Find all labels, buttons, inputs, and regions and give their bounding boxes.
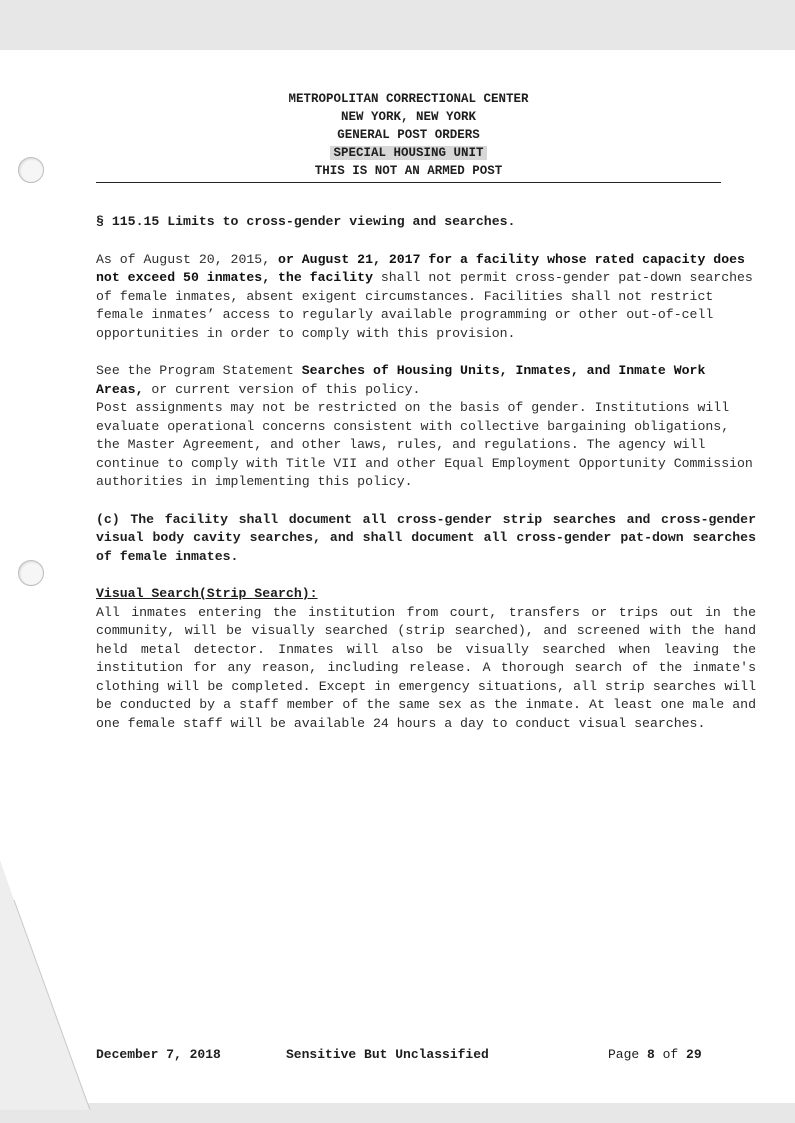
- header-unit-highlight: SPECIAL HOUSING UNIT: [330, 146, 486, 160]
- scan-bottom-band: [0, 1103, 795, 1123]
- header-facility: METROPOLITAN CORRECTIONAL CENTER: [288, 92, 529, 106]
- document-body: [96, 213, 756, 733]
- binder-hole-top: [18, 157, 44, 183]
- para-a-text-1: As of August 20, 2015,: [96, 251, 279, 267]
- paragraph-program-statement: [96, 362, 756, 399]
- header-location: NEW YORK, NEW YORK: [340, 110, 477, 124]
- page-label: Page: [608, 1047, 648, 1062]
- program-statement-title: Searches of Housing Units, Inmates, and Inmate Work Areas,: [96, 363, 706, 397]
- visual-search-heading: Visual Search(Strip Search):: [96, 586, 318, 601]
- header-post-status: THIS IS NOT AN ARMED POST: [314, 164, 503, 178]
- section-title: § 115.15 Limits to cross-gender viewing and searches.: [96, 214, 516, 229]
- footer-date: December 7, 2018: [96, 1047, 221, 1062]
- scan-page-fold-shadow: [0, 860, 90, 1110]
- header-unit: [96, 144, 721, 162]
- paragraph-visual-search: All inmates entering the institution from court, transfers or trips out in the community, will be visually searched (strip searched), and screened with the hand held metal detector. Inmates will also be visually searched when leaving the institution for any reason, including release. A thorough search of the inmate's clothing will be completed. Except in emergency situations, all strip searches will be conducted by a staff member of the same sex as the inmate. At least one male and one female staff will be available 24 hours a day to conduct visual searches.: [96, 604, 756, 731]
- header-divider: [96, 182, 721, 183]
- paragraph-post-assignments: Post assignments may not be restricted on the basis of gender. Institutions will evaluate operational concerns consistent with collective bargaining obligations, the Master Agreement, and other laws, rules, and regulations. The agency will continue to comply with Title VII and other Equal Employment Opportunity Commission authorities in implementing this policy.: [96, 400, 753, 489]
- of-label: of: [654, 1047, 687, 1062]
- para-a-text-2: shall not permit cross-gender pat-down searches of female inmates, absent exigent circumstances. Facilities shall not restrict female inmates’ access to regularly available programming or other out-of-cell opportunities in order to comply with this provision.: [96, 270, 753, 341]
- paragraph-documentation: (c) The facility shall document all cross-gender strip searches and cross-gender visual body cavity searches, and shall document all cross-gender pat-down searches of female inmates.: [96, 511, 756, 564]
- paragraph-cross-gender-pat-down: [96, 251, 756, 344]
- para-see-text-2: or current version of this policy.: [143, 381, 421, 397]
- para-see-text-1: See the Program Statement: [96, 363, 302, 378]
- scan-top-band: [0, 0, 795, 50]
- document-header: [96, 90, 721, 180]
- binder-hole-middle: [18, 560, 44, 586]
- footer-classification: Sensitive But Unclassified: [286, 1047, 489, 1062]
- header-orders: GENERAL POST ORDERS: [337, 128, 480, 142]
- current-page: 8: [647, 1047, 655, 1062]
- total-pages: 29: [686, 1047, 702, 1062]
- footer-page-number: [608, 1047, 702, 1062]
- para-a-bold: or August 21, 2017 for a facility whose rated capacity does not exceed 50 inmates, the facility: [96, 251, 745, 285]
